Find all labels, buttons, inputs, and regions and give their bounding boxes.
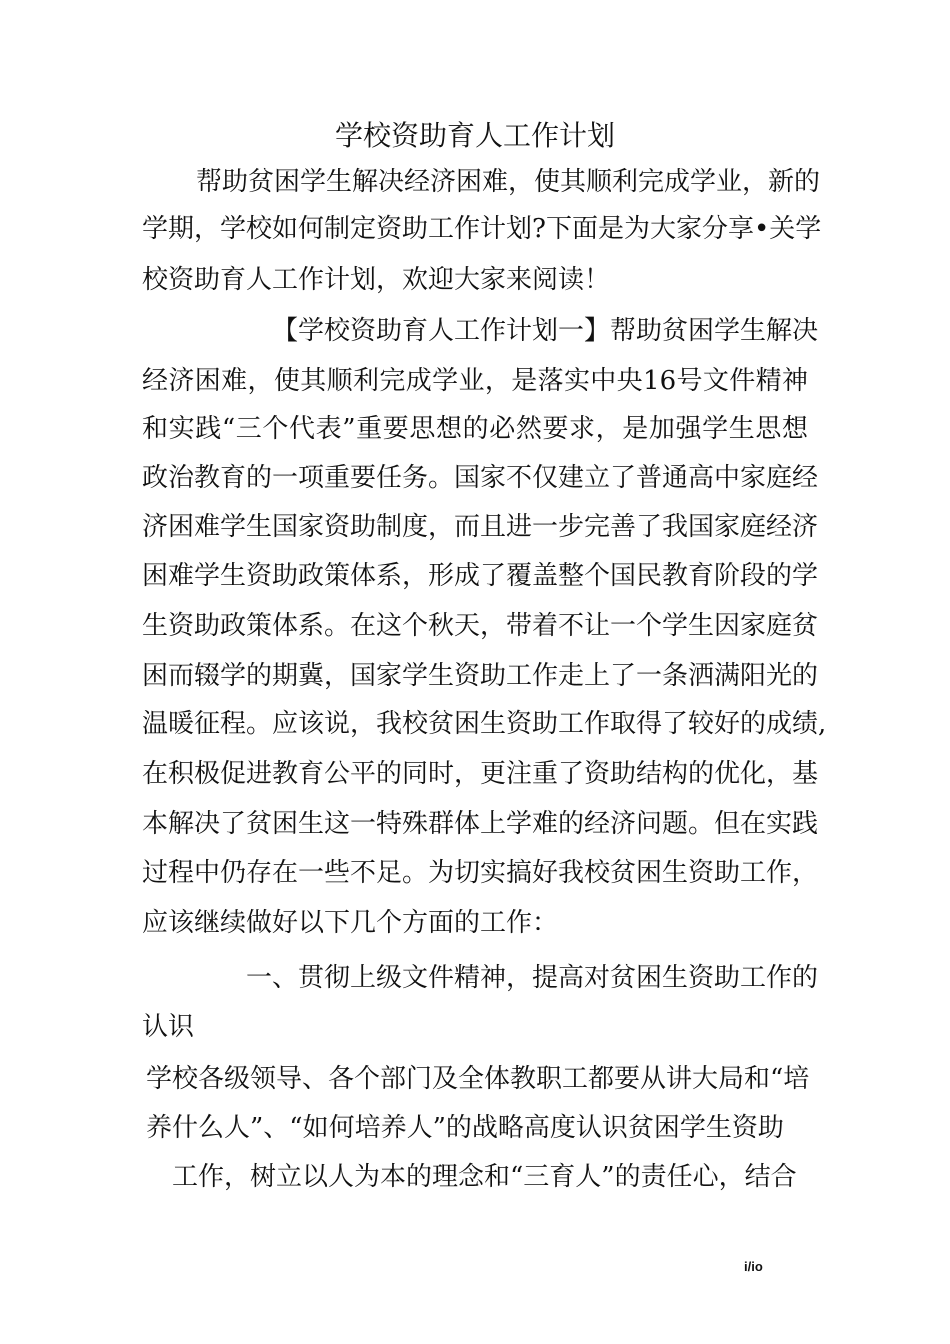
body-line: 济困难学生国家资助制度，而且进一步完善了我国家庭经济 [142,512,819,542]
body-line: 困难学生资助政策体系，形成了覆盖整个国民教育阶段的学 [142,561,819,591]
document-title: 学校资助育人工作计划 [334,119,615,152]
body-line: 学校各级领导、各个部门及全体教职工都要从讲大局和“培 [146,1064,810,1094]
body-line: 政治教育的一项重要任务。国家不仅建立了普通高中家庭经 [142,463,819,493]
body-line: 应该继续做好以下几个方面的工作： [142,908,559,938]
subheading-line: 一、贯彻上级文件精神，提高对贫困生资助工作的 [246,963,819,993]
body-line: 在积极促进教育公平的同时，更注重了资助结构的优化，基 [142,759,819,789]
body-line: 本解决了贫困生这一特殊群体上学难的经济问题。但在实践 [142,809,819,839]
body-line: 校资助育人工作计划，欢迎大家来阅读！ [142,265,611,295]
section-heading-line: 【学校资助育人工作计划一】帮助贫困学生解决 [272,316,819,346]
body-line: 和实践“三个代表”重要思想的必然要求，是加强学生思想 [142,414,808,444]
body-line: 过程中仍存在一些不足。为切实搞好我校贫困生资助工作， [142,858,819,888]
body-line: 帮助贫困学生解决经济困难，使其顺利完成学业，新的 [196,167,821,197]
body-line: 经济困难，使其顺利完成学业，是落实中央16号文件精神 [142,366,808,396]
body-line: 生资助政策体系。在这个秋天，带着不让一个学生因家庭贫 [142,611,819,641]
body-line: 学期，学校如何制定资助工作计划?下面是为大家分享•关学 [142,214,822,244]
body-line: 温暖征程。应该说，我校贫困生资助工作取得了较好的成绩, [142,709,827,739]
body-line: 困而辍学的期冀，国家学生资助工作走上了一条洒满阳光的 [142,661,819,691]
page-number: i/io [744,1259,763,1274]
body-line: 工作，树立以人为本的理念和“三育人”的责任心，结合 [172,1162,797,1192]
subheading-line: 认识 [142,1012,195,1042]
body-line: 养什么人”、“如何培养人”的战略高度认识贫困学生资助 [146,1113,784,1143]
